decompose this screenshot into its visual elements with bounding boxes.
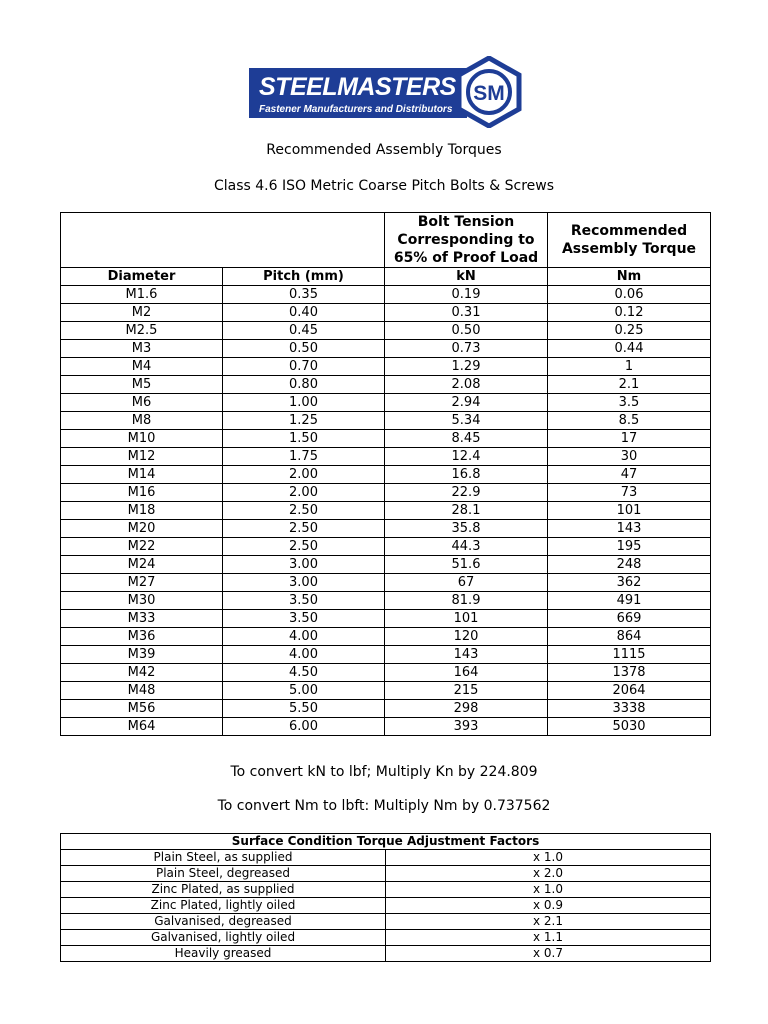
cell-surface-condition: Zinc Plated, lightly oiled — [61, 898, 386, 914]
cell-tension: 101 — [385, 610, 548, 628]
table-row — [61, 556, 711, 574]
cell-pitch: 0.80 — [223, 376, 385, 394]
surface-row — [61, 914, 711, 930]
cell-tension: 0.31 — [385, 304, 548, 322]
table-row — [61, 412, 711, 430]
cell-pitch: 4.00 — [223, 646, 385, 664]
cell-tension: 28.1 — [385, 502, 548, 520]
cell-torque: 30 — [548, 448, 711, 466]
cell-tension: 143 — [385, 646, 548, 664]
cell-pitch: 1.25 — [223, 412, 385, 430]
cell-surface-condition: Plain Steel, as supplied — [61, 850, 386, 866]
table-row — [61, 574, 711, 592]
cell-torque: 101 — [548, 502, 711, 520]
cell-pitch: 3.50 — [223, 592, 385, 610]
page-title: Recommended Assembly Torques — [266, 142, 502, 158]
cell-pitch: 0.70 — [223, 358, 385, 376]
cell-tension: 1.29 — [385, 358, 548, 376]
table-row — [61, 376, 711, 394]
table-row — [61, 340, 711, 358]
cell-tension: 120 — [385, 628, 548, 646]
cell-diameter: M22 — [61, 538, 223, 556]
cell-torque: 8.5 — [548, 412, 711, 430]
cell-torque: 73 — [548, 484, 711, 502]
cell-diameter: M1.6 — [61, 286, 223, 304]
surface-header-row — [61, 834, 711, 850]
cell-adjustment-factor: x 1.0 — [386, 850, 711, 866]
cell-torque: 248 — [548, 556, 711, 574]
cell-tension: 12.4 — [385, 448, 548, 466]
cell-surface-condition: Heavily greased — [61, 946, 386, 962]
cell-torque: 3.5 — [548, 394, 711, 412]
cell-pitch: 6.00 — [223, 718, 385, 736]
cell-pitch: 4.00 — [223, 628, 385, 646]
header-bolt-tension: Bolt Tension Corresponding to 65% of Proof Load — [385, 213, 548, 268]
cell-torque: 491 — [548, 592, 711, 610]
table-row — [61, 394, 711, 412]
header-diameter: Diameter — [61, 268, 223, 286]
surface-row — [61, 930, 711, 946]
cell-diameter: M5 — [61, 376, 223, 394]
cell-tension: 215 — [385, 682, 548, 700]
cell-diameter: M10 — [61, 430, 223, 448]
cell-tension: 22.9 — [385, 484, 548, 502]
cell-tension: 2.94 — [385, 394, 548, 412]
table-row — [61, 646, 711, 664]
cell-torque: 669 — [548, 610, 711, 628]
cell-adjustment-factor: x 0.9 — [386, 898, 711, 914]
table-row — [61, 628, 711, 646]
cell-surface-condition: Galvanised, lightly oiled — [61, 930, 386, 946]
cell-torque: 0.06 — [548, 286, 711, 304]
table-row — [61, 700, 711, 718]
cell-torque: 0.44 — [548, 340, 711, 358]
table-row — [61, 484, 711, 502]
cell-surface-condition: Plain Steel, degreased — [61, 866, 386, 882]
cell-tension: 35.8 — [385, 520, 548, 538]
cell-pitch: 4.50 — [223, 664, 385, 682]
cell-diameter: M2 — [61, 304, 223, 322]
surface-row — [61, 898, 711, 914]
cell-pitch: 1.50 — [223, 430, 385, 448]
cell-surface-condition: Zinc Plated, as supplied — [61, 882, 386, 898]
cell-torque: 47 — [548, 466, 711, 484]
header-blank-cell — [61, 213, 385, 268]
cell-torque: 1 — [548, 358, 711, 376]
cell-diameter: M18 — [61, 502, 223, 520]
table-row — [61, 304, 711, 322]
cell-adjustment-factor: x 2.1 — [386, 914, 711, 930]
cell-pitch: 0.50 — [223, 340, 385, 358]
cell-pitch: 3.00 — [223, 556, 385, 574]
cell-pitch: 2.50 — [223, 502, 385, 520]
cell-pitch: 1.75 — [223, 448, 385, 466]
cell-pitch: 3.00 — [223, 574, 385, 592]
surface-row — [61, 866, 711, 882]
cell-torque: 1378 — [548, 664, 711, 682]
table-row — [61, 430, 711, 448]
table-header-row — [61, 213, 711, 268]
cell-pitch: 2.50 — [223, 538, 385, 556]
cell-diameter: M12 — [61, 448, 223, 466]
cell-tension: 8.45 — [385, 430, 548, 448]
surface-table-title: Surface Condition Torque Adjustment Factors — [61, 834, 711, 850]
cell-adjustment-factor: x 1.0 — [386, 882, 711, 898]
cell-diameter: M36 — [61, 628, 223, 646]
cell-tension: 164 — [385, 664, 548, 682]
logo-tagline: Fastener Manufacturers and Distributors — [259, 104, 453, 115]
cell-surface-condition: Galvanised, degreased — [61, 914, 386, 930]
cell-torque: 3338 — [548, 700, 711, 718]
table-row — [61, 664, 711, 682]
cell-diameter: M4 — [61, 358, 223, 376]
cell-tension: 0.19 — [385, 286, 548, 304]
table-row — [61, 718, 711, 736]
surface-row — [61, 882, 711, 898]
header-pitch: Pitch (mm) — [223, 268, 385, 286]
cell-diameter: M24 — [61, 556, 223, 574]
cell-tension: 298 — [385, 700, 548, 718]
surface-row — [61, 850, 711, 866]
header-assembly-torque: Recommended Assembly Torque — [548, 213, 711, 268]
cell-diameter: M33 — [61, 610, 223, 628]
cell-tension: 67 — [385, 574, 548, 592]
steelmasters-logo — [249, 56, 521, 128]
cell-diameter: M3 — [61, 340, 223, 358]
cell-torque: 1115 — [548, 646, 711, 664]
logo-mark-text: SM — [473, 82, 505, 105]
cell-pitch: 2.00 — [223, 484, 385, 502]
cell-torque: 143 — [548, 520, 711, 538]
logo-brand-text: STEELMASTERS — [259, 73, 456, 101]
cell-diameter: M56 — [61, 700, 223, 718]
cell-adjustment-factor: x 0.7 — [386, 946, 711, 962]
table-row — [61, 502, 711, 520]
surface-row — [61, 946, 711, 962]
cell-diameter: M64 — [61, 718, 223, 736]
cell-tension: 393 — [385, 718, 548, 736]
cell-tension: 2.08 — [385, 376, 548, 394]
cell-diameter: M48 — [61, 682, 223, 700]
table-subheader-row — [61, 268, 711, 286]
cell-pitch: 5.50 — [223, 700, 385, 718]
table-row — [61, 592, 711, 610]
table-row — [61, 682, 711, 700]
cell-diameter: M8 — [61, 412, 223, 430]
cell-tension: 16.8 — [385, 466, 548, 484]
cell-tension: 51.6 — [385, 556, 548, 574]
kn-conversion-note: To convert kN to lbf; Multiply Kn by 224.809 — [230, 764, 538, 780]
torque-table — [60, 212, 711, 736]
cell-tension: 5.34 — [385, 412, 548, 430]
cell-torque: 0.25 — [548, 322, 711, 340]
cell-tension: 44.3 — [385, 538, 548, 556]
cell-diameter: M20 — [61, 520, 223, 538]
header-nm: Nm — [548, 268, 711, 286]
torque-table-body — [61, 286, 711, 736]
cell-diameter: M6 — [61, 394, 223, 412]
table-row — [61, 358, 711, 376]
cell-tension: 0.73 — [385, 340, 548, 358]
cell-pitch: 1.00 — [223, 394, 385, 412]
table-row — [61, 448, 711, 466]
table-row — [61, 538, 711, 556]
header-kn: kN — [385, 268, 548, 286]
cell-pitch: 2.50 — [223, 520, 385, 538]
cell-adjustment-factor: x 2.0 — [386, 866, 711, 882]
cell-diameter: M16 — [61, 484, 223, 502]
cell-diameter: M39 — [61, 646, 223, 664]
hex-nut-icon — [453, 56, 525, 128]
cell-pitch: 0.35 — [223, 286, 385, 304]
cell-pitch: 0.45 — [223, 322, 385, 340]
cell-diameter: M14 — [61, 466, 223, 484]
cell-torque: 362 — [548, 574, 711, 592]
table-row — [61, 520, 711, 538]
table-row — [61, 286, 711, 304]
cell-pitch: 3.50 — [223, 610, 385, 628]
cell-adjustment-factor: x 1.1 — [386, 930, 711, 946]
cell-diameter: M2.5 — [61, 322, 223, 340]
cell-diameter: M42 — [61, 664, 223, 682]
surface-table-body — [61, 850, 711, 962]
table-row — [61, 466, 711, 484]
page-subtitle: Class 4.6 ISO Metric Coarse Pitch Bolts & Screws — [213, 178, 555, 194]
cell-tension: 0.50 — [385, 322, 548, 340]
table-row — [61, 322, 711, 340]
cell-diameter: M30 — [61, 592, 223, 610]
cell-pitch: 5.00 — [223, 682, 385, 700]
cell-torque: 2.1 — [548, 376, 711, 394]
cell-torque: 864 — [548, 628, 711, 646]
cell-diameter: M27 — [61, 574, 223, 592]
cell-torque: 5030 — [548, 718, 711, 736]
cell-tension: 81.9 — [385, 592, 548, 610]
cell-torque: 195 — [548, 538, 711, 556]
nm-conversion-note: To convert Nm to lbft: Multiply Nm by 0.737562 — [217, 798, 551, 814]
cell-torque: 2064 — [548, 682, 711, 700]
cell-pitch: 2.00 — [223, 466, 385, 484]
cell-torque: 17 — [548, 430, 711, 448]
cell-torque: 0.12 — [548, 304, 711, 322]
table-row — [61, 610, 711, 628]
surface-factors-table — [60, 833, 711, 962]
cell-pitch: 0.40 — [223, 304, 385, 322]
